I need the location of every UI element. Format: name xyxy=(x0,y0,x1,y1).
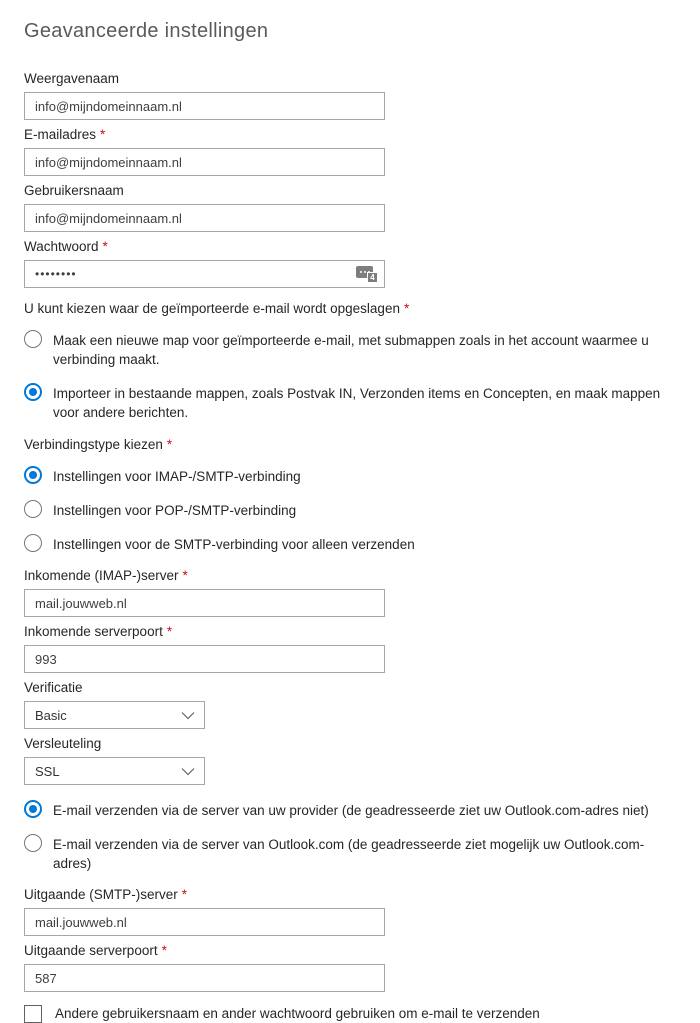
outgoing-server-label: Uitgaande (SMTP-)server * xyxy=(24,887,188,902)
outgoing-server-input[interactable] xyxy=(24,908,385,936)
display-name-field xyxy=(24,71,676,120)
password-autofill-icon[interactable] xyxy=(356,266,378,283)
connection-type-group-label: Verbindingstype kiezen * xyxy=(24,437,173,452)
connection-type-group xyxy=(24,436,676,554)
outgoing-server-field xyxy=(24,887,676,936)
incoming-port-field xyxy=(24,624,676,673)
required-marker: * xyxy=(182,568,188,583)
verification-dropdown[interactable] xyxy=(24,701,205,729)
incoming-port-label: Inkomende serverpoort * xyxy=(24,624,173,639)
import-location-group-label: U kunt kiezen waar de geïmporteerde e-mail wordt opgeslagen * xyxy=(24,301,410,316)
verification-field xyxy=(24,680,676,729)
outgoing-port-input[interactable] xyxy=(24,964,385,992)
radio-label: Importeer in bestaande mappen, zoals Postvak IN, Verzonden items en Concepten, en maak mappen voor andere berichten. xyxy=(53,386,661,420)
radio-button[interactable] xyxy=(24,834,42,852)
send-via-group xyxy=(24,800,676,873)
incoming-server-label: Inkomende (IMAP-)server * xyxy=(24,568,188,583)
radio-button[interactable] xyxy=(24,466,42,484)
checkbox-label: Andere gebruikersnaam en ander wachtwoord gebruiken om e-mail te verzenden xyxy=(55,1006,540,1021)
email-label: E-mailadres * xyxy=(24,127,106,142)
outgoing-port-label: Uitgaande serverpoort * xyxy=(24,943,167,958)
incoming-server-input[interactable] xyxy=(24,589,385,617)
required-marker: * xyxy=(161,943,167,958)
radio-label: Maak een nieuwe map voor geïmporteerde e-mail, met submappen zoals in het account waarmee u verbinding maakt. xyxy=(53,333,649,367)
required-marker: * xyxy=(403,301,410,316)
radio-label: E-mail verzenden via de server van Outlook.com (de geadresseerde ziet mogelijk uw Outlook.com-adres) xyxy=(53,837,645,871)
encryption-label: Versleuteling xyxy=(24,736,102,751)
radio-label: Instellingen voor de SMTP-verbinding voor alleen verzenden xyxy=(53,537,415,552)
radio-label: E-mail verzenden via de server van uw provider (de geadresseerde ziet uw Outlook.com-adres niet) xyxy=(53,803,649,818)
checkbox[interactable] xyxy=(24,1005,42,1023)
outgoing-port-field xyxy=(24,943,676,992)
chevron-down-icon xyxy=(181,711,195,720)
required-marker: * xyxy=(166,624,173,639)
radio-new-folder[interactable] xyxy=(24,330,676,369)
autofill-badge: 4 xyxy=(367,272,378,283)
password-label: Wachtwoord * xyxy=(24,239,108,254)
username-input[interactable] xyxy=(24,204,385,232)
radio-button[interactable] xyxy=(24,534,42,552)
verification-label: Verificatie xyxy=(24,680,83,695)
radio-smtp-only[interactable] xyxy=(24,534,676,554)
incoming-port-input[interactable] xyxy=(24,645,385,673)
page-title: Geavanceerde instellingen xyxy=(24,20,269,42)
radio-button[interactable] xyxy=(24,330,42,348)
radio-button[interactable] xyxy=(24,383,42,401)
password-field xyxy=(24,239,676,288)
required-marker: * xyxy=(181,887,188,902)
required-marker: * xyxy=(166,437,173,452)
email-field xyxy=(24,127,676,176)
import-location-group xyxy=(24,300,676,422)
incoming-server-field xyxy=(24,568,676,617)
email-input[interactable] xyxy=(24,148,385,176)
radio-send-via-provider[interactable] xyxy=(24,800,676,820)
display-name-label: Weergavenaam xyxy=(24,71,120,86)
username-label: Gebruikersnaam xyxy=(24,183,124,198)
radio-pop-smtp[interactable] xyxy=(24,500,676,520)
verification-dropdown-value: Basic xyxy=(35,707,67,723)
radio-button[interactable] xyxy=(24,500,42,518)
encryption-field xyxy=(24,736,676,785)
required-marker: * xyxy=(102,239,108,254)
username-field xyxy=(24,183,676,232)
encryption-dropdown[interactable] xyxy=(24,757,205,785)
radio-send-via-outlook[interactable] xyxy=(24,834,676,873)
radio-button[interactable] xyxy=(24,800,42,818)
radio-label: Instellingen voor IMAP-/SMTP-verbinding xyxy=(53,469,301,484)
other-credentials-checkbox-row[interactable] xyxy=(24,1005,676,1023)
chevron-down-icon xyxy=(181,767,195,776)
required-marker: * xyxy=(100,127,106,142)
radio-label: Instellingen voor POP-/SMTP-verbinding xyxy=(53,503,297,518)
radio-existing-folders[interactable] xyxy=(24,383,676,422)
radio-imap-smtp[interactable] xyxy=(24,466,676,486)
display-name-input[interactable] xyxy=(24,92,385,120)
password-input[interactable] xyxy=(24,260,385,288)
encryption-dropdown-value: SSL xyxy=(35,763,60,779)
